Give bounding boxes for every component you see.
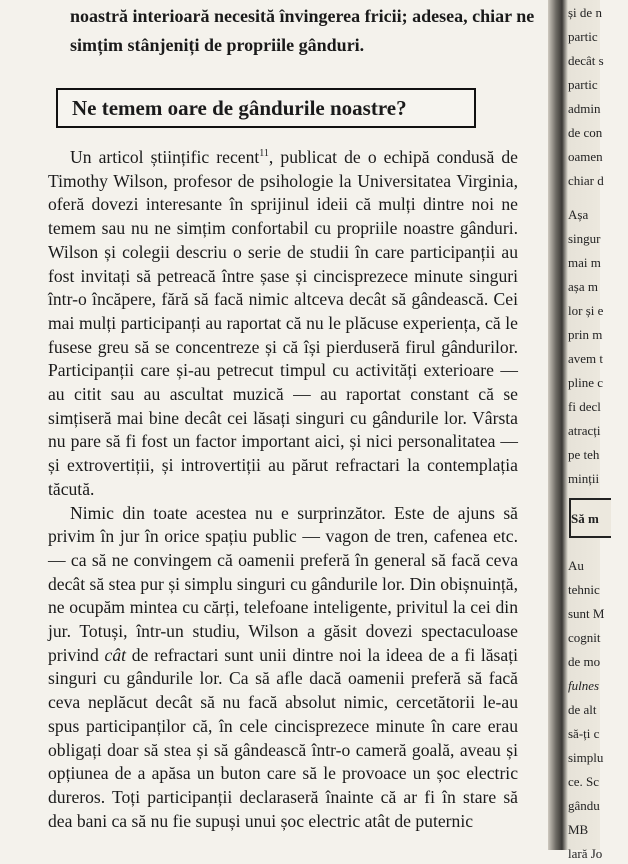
next-page-fragment: fulnes (568, 678, 600, 693)
next-page-fragment: fi decl (568, 399, 601, 414)
next-page-edge (568, 0, 628, 861)
paragraph-2-emphasis: cât (104, 644, 127, 665)
next-page-fragment: Au (568, 558, 584, 573)
next-page-fragment: lară Jo (568, 846, 603, 861)
next-page-fragment: simplu (568, 750, 604, 765)
paragraph-1-start: Un articol științific recent (70, 147, 260, 167)
next-page-fragment: Să m (571, 511, 599, 526)
next-page-fragment: de mo (568, 654, 601, 669)
paragraph-2 (48, 502, 518, 834)
paragraph-2-part-1: Nimic din toate acestea nu e surprinzător. Este de ajuns să privim în jur în orice spațiu public — vagon de tren, cafenea etc. — ca să ne convingem că oamenii preferă în general să facă ceva decât să stea pur și simplu singuri cu gândurile lor. Din obișnuință, ne ocupăm mintea cu cărți, telefoane inteligente, privitul la cei din jur. Totuși, într-un studiu, Wilson a găsit dovezi spectaculoase privind (48, 502, 518, 665)
next-page-fragment: decât s (568, 53, 604, 68)
next-page-fragment: minții (568, 471, 600, 486)
section-heading: Ne temem oare de gândurile noastre? (72, 95, 407, 120)
next-page-fragment: prin m (568, 327, 603, 342)
next-page-fragment: și de n (568, 5, 602, 20)
next-page-fragment: partic (568, 29, 598, 44)
section-heading-box (56, 88, 476, 128)
body-text (48, 146, 518, 833)
next-page-fragment: singur (568, 231, 601, 246)
paragraph-1-rest: , publicat de o echipă condusă de Timothy Wilson, profesor de psihologie la Universitatea Virginia, oferă dovezi interesante în sprijinul ideii că mulți dintre noi ne temem sau nu ne simțim confortabil cu propriile noastre gânduri. Wilson și colegii descriu o serie de studii în care participanții au fost invitați să petreacă între șase și cincisprezece minute singuri într-o încăpere, fără să facă nimic altceva decât să gândească. Cei mai mulți participanți au raportat că nu le plăcuse experiența, că le fusese greu să se concentreze și că își pierduseră firul gândurilor. Participanții care și-au petrecut timpul cu activități exterioare — au citit sau au ascultat muzică — au raportat constant că se simțiseră mai bine decât cei lăsați singuri cu gândurile lor. Vârsta nu pare să fi fost un factor important aici, și nici personalitatea — și extrovertiții, și introvertiții au părut refractari la contemplația tăcută. (48, 147, 518, 499)
paragraph-1 (48, 146, 518, 502)
next-page-fragment: mai m (568, 255, 601, 270)
next-page-fragment: pe teh (568, 447, 600, 462)
next-page-fragment: sunt M (568, 606, 605, 621)
next-page-fragment: să-ți c (568, 726, 600, 741)
next-page-fragment: partic (568, 77, 598, 92)
next-page-fragment: ce. Sc (568, 774, 600, 789)
next-page-fragment: atracți (568, 423, 601, 438)
next-page-fragment: chiar d (568, 173, 604, 188)
next-page-fragment: admin (568, 101, 601, 116)
next-page-fragment: gându (568, 798, 600, 813)
next-page-fragment: pline c (568, 375, 604, 390)
next-page-fragment: oamen (568, 149, 603, 164)
next-page-fragment: de alt (568, 702, 597, 717)
next-page-fragment: cognit (568, 630, 601, 645)
next-page-fragment: tehnic (568, 582, 600, 597)
intro-text: noastră interioară necesită învingerea fricii; adesea, chiar ne simțim stânjeniți de propriile gânduri. (70, 6, 535, 55)
next-page-fragment: lor și e (568, 303, 604, 318)
footnote-ref: 11 (259, 148, 269, 160)
next-page-fragment: de con (568, 125, 603, 140)
next-page-fragment: așa m (568, 279, 598, 294)
paragraph-2-part-2: de refractari sunt unii dintre noi la ideea de a fi lăsați singuri cu gândurile lor. Ca să afle dacă oamenii preferă să facă ceva neplăcut decât să nu facă absolut nimic, cercetătorii le-au spus participanților că, în cele cincisprezece minute în care erau obligați doar să stea și să gândească într-o cameră goală, aveau și opțiunea de a apăsa un buton care să le provoace un șoc electric dureros. Toți participanții declaraseră înainte că ar fi în stare să dea bani ca să nu fie supuși unui șoc electric atât de puternic (48, 644, 518, 831)
next-page-fragment: MB (568, 822, 589, 837)
next-page-fragment: avem t (568, 351, 604, 366)
next-page-fragment: Așa (568, 207, 589, 222)
